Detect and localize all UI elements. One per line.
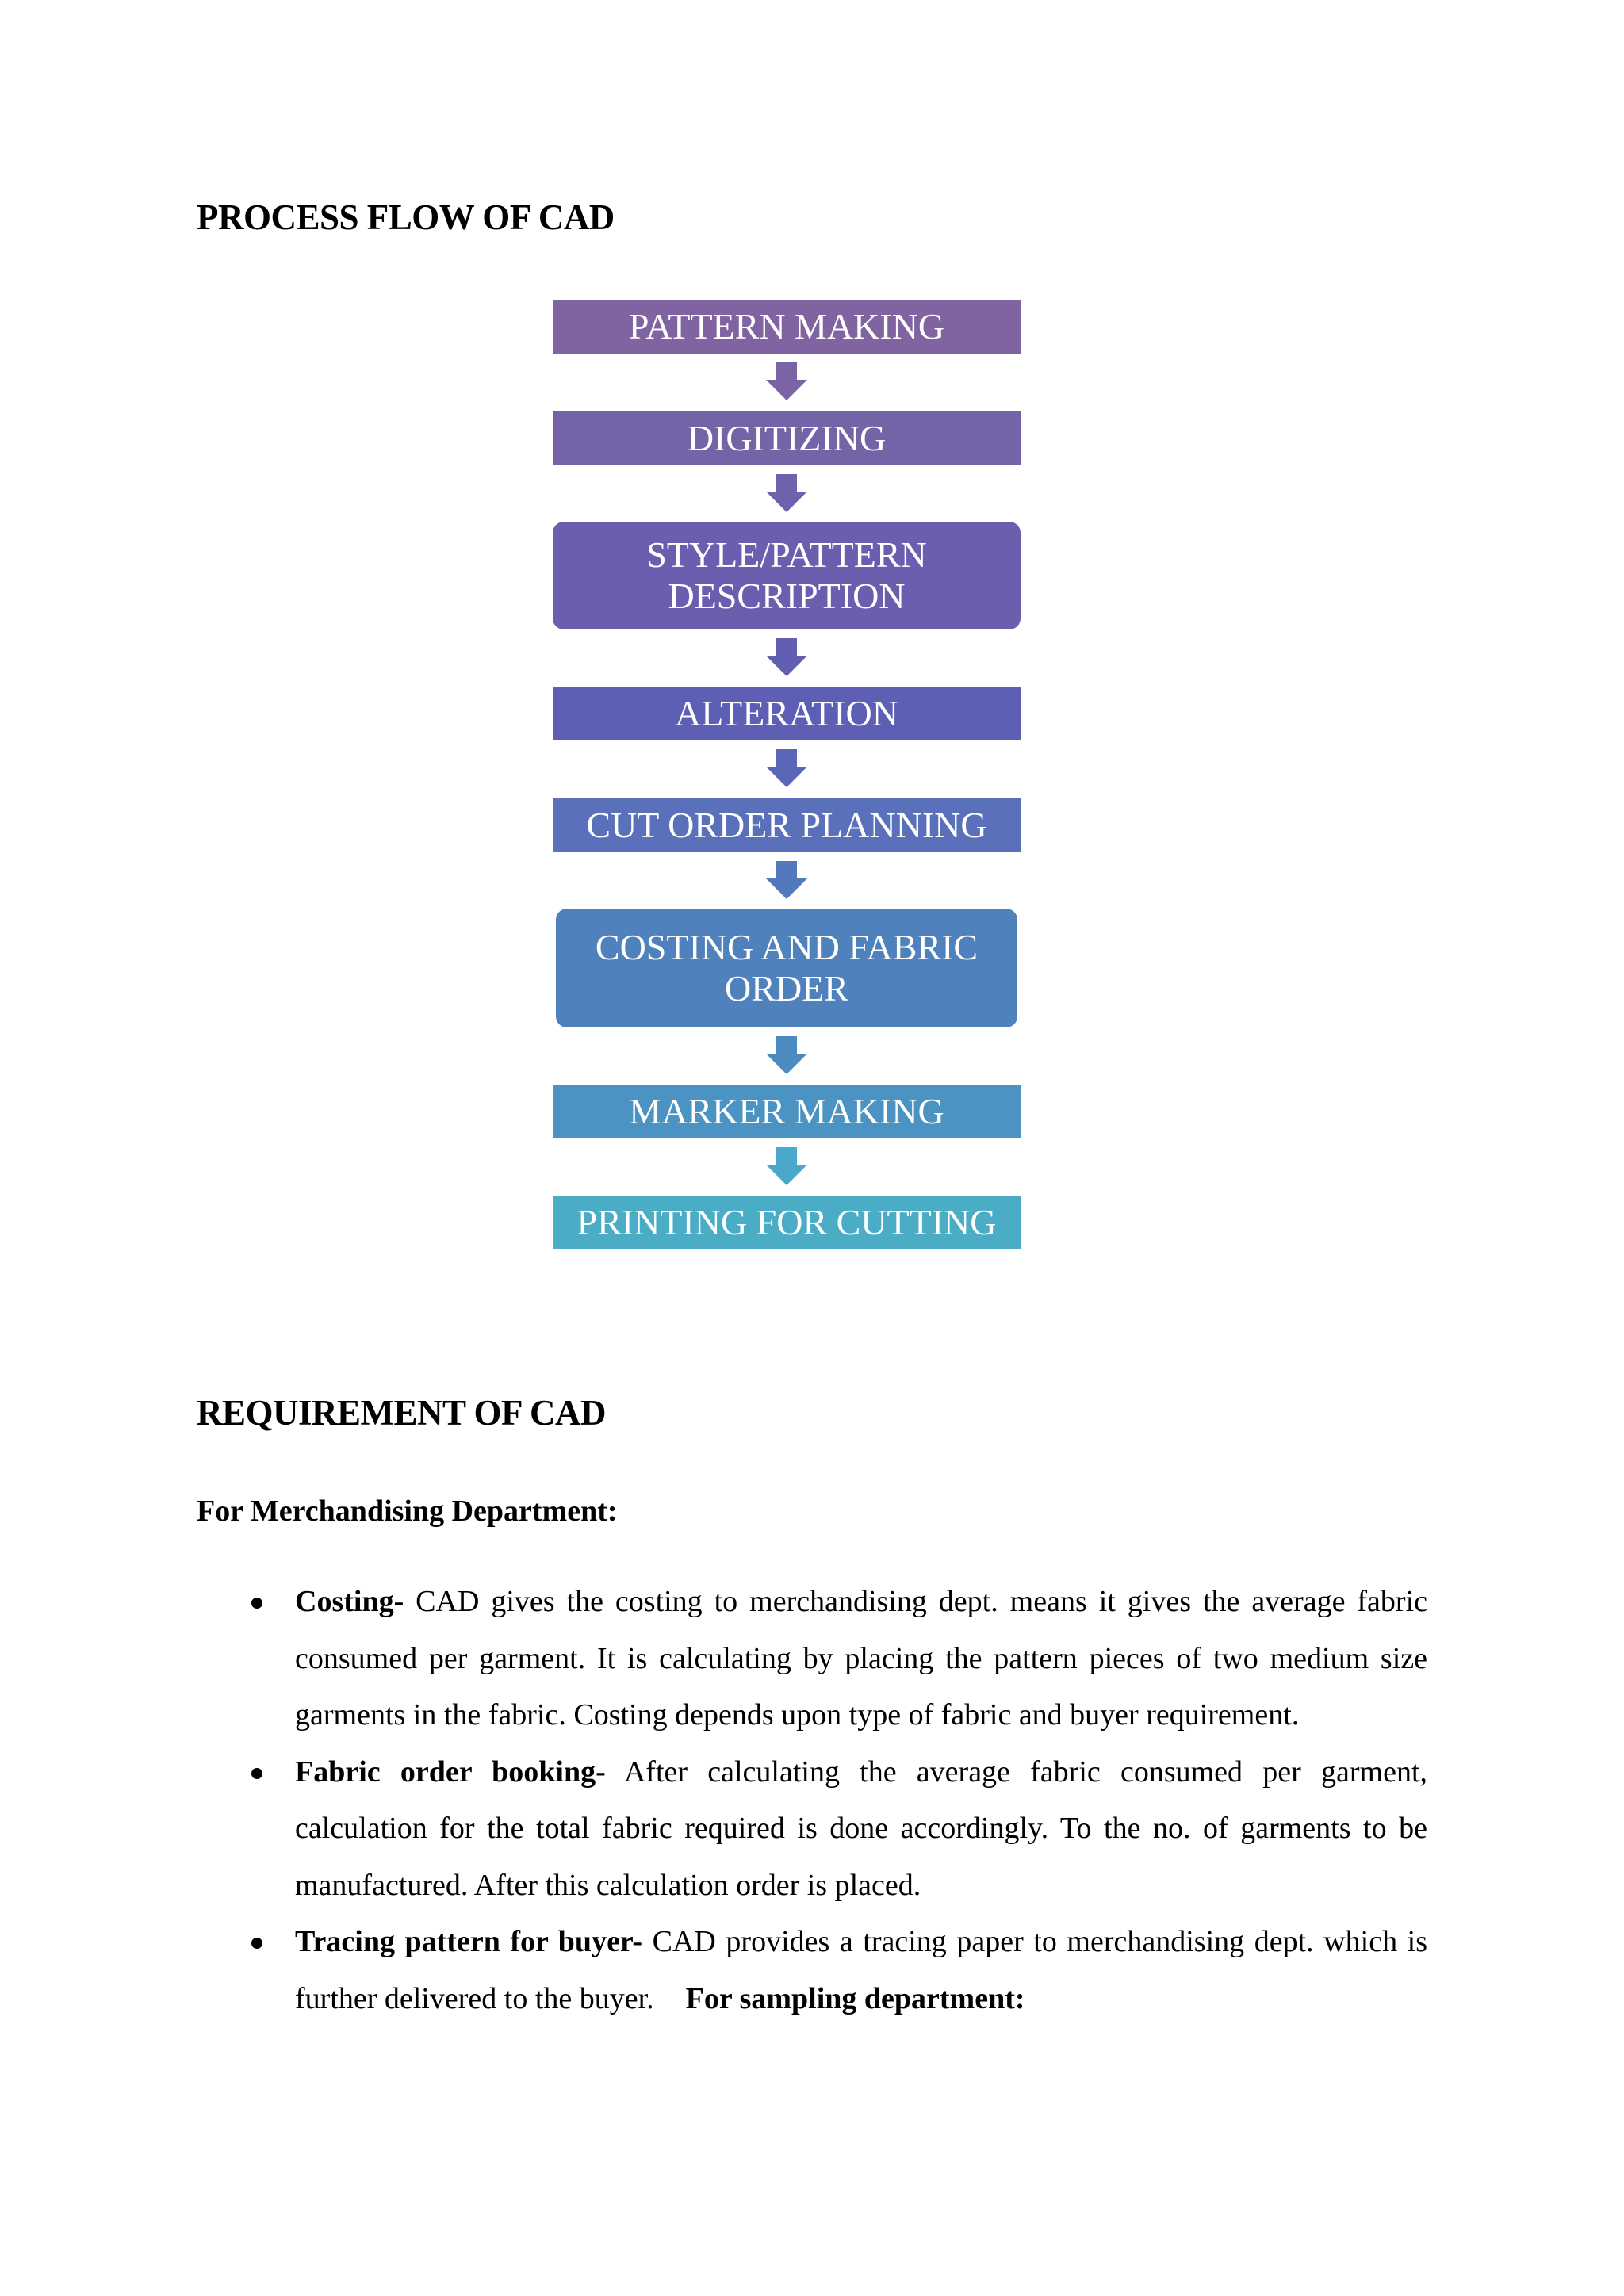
flow-step-label-line-2: DESCRIPTION [668,576,906,616]
item-text: After calculating the average fabric consumed per garment, calculation for the total fabric required is done accordingly. To the no. of garments to be manufactured. After this calculation order is placed. [295,1755,1427,1902]
sampling-department-heading: For sampling department: [685,1981,1025,2015]
bullet-icon [251,1768,262,1779]
flow-step-digitizing [553,411,1021,465]
flow-step-pattern-making [553,300,1021,354]
flow-step-label: ALTERATION [675,693,898,733]
flow-step-marker-making [553,1085,1021,1138]
item-text: CAD gives the costing to merchandising dept. means it gives the average fabric consumed per garment. It is calculating by placing the pattern pieces of two medium size garments in the fabric. Costing depends upon type of fabric and buyer requirement. [295,1585,1427,1732]
flow-step-alteration [553,687,1021,740]
list-item [197,1914,1427,2027]
down-arrow-icon [766,1147,807,1185]
bullet-icon [251,1938,262,1949]
merchandising-list [197,1574,1427,2027]
flow-step-label-line-1: COSTING AND FABRIC [595,927,979,967]
flow-step-label: PRINTING FOR CUTTING [576,1202,997,1242]
flow-step-cut-order-planning [553,798,1021,852]
flow-step-label: DIGITIZING [687,418,887,458]
flow-step-printing-for-cutting [553,1196,1021,1249]
item-term: Fabric order booking- [295,1755,606,1789]
flow-step-label-line-2: ORDER [725,968,848,1008]
merchandising-subheading: For Merchandising Department: [197,1494,618,1528]
flow-step-label: PATTERN MAKING [628,306,945,346]
flow-step-costing-and-fabric-order [556,909,1017,1027]
list-item [197,1574,1427,1744]
process-flow-heading: PROCESS FLOW OF CAD [197,197,615,237]
item-text: CAD provides a tracing paper to merchandising dept. which is further delivered to the buyer. [295,1925,1427,2015]
down-arrow-icon [766,749,807,787]
bullet-icon [251,1598,262,1609]
item-term: Tracing pattern for buyer- [295,1925,643,1958]
flow-step-label: CUT ORDER PLANNING [586,805,987,845]
down-arrow-icon [766,1036,807,1074]
flow-step-style-pattern-description [553,522,1021,629]
down-arrow-icon [766,861,807,899]
down-arrow-icon [766,638,807,676]
down-arrow-icon [766,362,807,400]
item-term: Costing- [295,1585,404,1618]
flow-step-label-line-1: STYLE/PATTERN [646,534,927,575]
flow-step-label: MARKER MAKING [629,1091,944,1131]
down-arrow-icon [766,474,807,512]
list-item [197,1744,1427,1915]
requirement-heading: REQUIREMENT OF CAD [197,1393,607,1433]
